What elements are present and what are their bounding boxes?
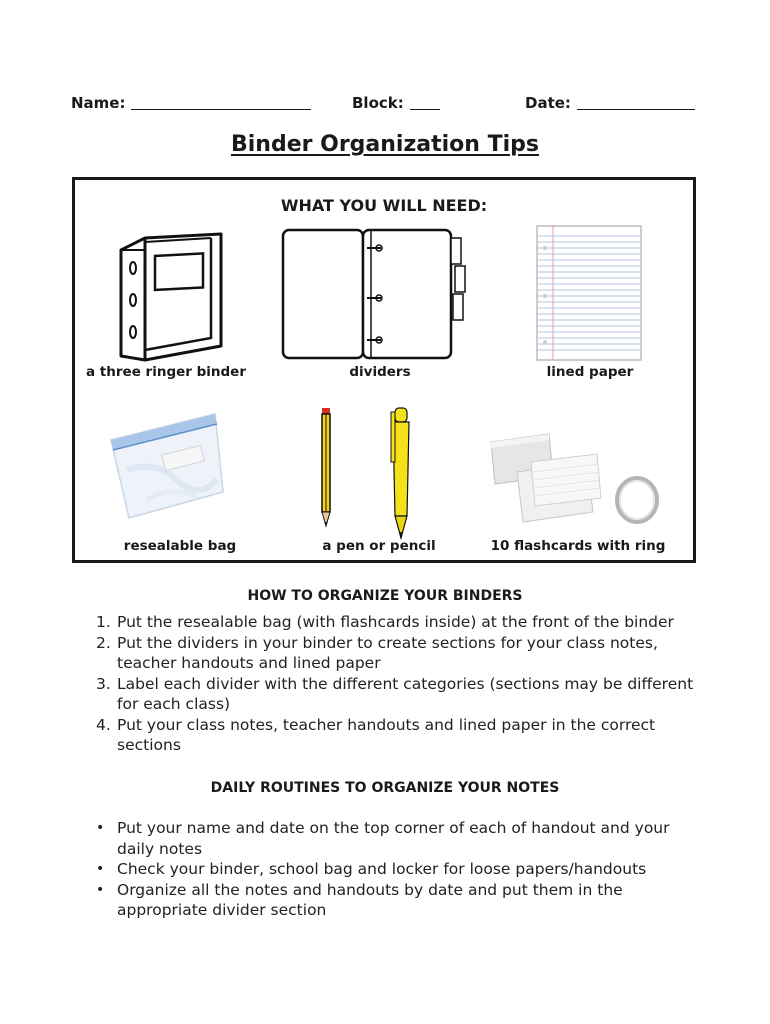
lined-paper-icon	[535, 224, 645, 362]
step-number: 4.	[96, 715, 111, 734]
daily-text: Check your binder, school bag and locker for loose papers/handouts	[117, 860, 647, 878]
binder-icon	[115, 228, 225, 366]
step-text: Put the resealable bag (with flashcards inside) at the front of the binder	[117, 613, 674, 631]
date-blank[interactable]	[577, 95, 695, 110]
step-number: 1.	[96, 613, 111, 631]
step-text: Put your class notes, teacher handouts and lined paper in the correct sections	[117, 715, 656, 754]
supplies-box	[72, 177, 696, 563]
supply-label-dividers: dividers	[349, 364, 411, 380]
supplies-heading: WHAT YOU WILL NEED:	[280, 196, 488, 215]
howto-heading: HOW TO ORGANIZE YOUR BINDERS	[247, 588, 523, 604]
list-item	[86, 633, 696, 674]
date-label: Date:	[525, 94, 571, 112]
howto-list	[86, 612, 696, 756]
bullet-icon: •	[96, 881, 105, 898]
flashcards-ring-icon	[487, 432, 667, 532]
page-title: Binder Organization Tips	[230, 132, 540, 157]
dividers-icon	[281, 228, 471, 362]
step-text: Label each divider with the different categories (sections may be different for each class)	[117, 674, 694, 713]
list-item	[86, 818, 696, 859]
date-field[interactable]	[525, 94, 695, 112]
bullet-icon: •	[96, 820, 105, 836]
step-number: 2.	[96, 633, 111, 652]
list-item	[86, 612, 696, 633]
supply-label-flashcards: 10 flashcards with ring	[490, 538, 666, 554]
list-item	[86, 715, 696, 756]
step-number: 3.	[96, 674, 111, 693]
name-field[interactable]	[71, 94, 311, 112]
block-blank[interactable]	[410, 95, 440, 110]
daily-list	[86, 818, 696, 921]
daily-text: Put your name and date on the top corner of each of handout and your daily notes	[117, 819, 670, 858]
resealable-bag-icon	[107, 410, 227, 522]
list-item	[86, 674, 696, 715]
name-blank[interactable]	[131, 95, 311, 110]
supply-label-bag: resealable bag	[123, 538, 237, 554]
block-label: Block:	[352, 94, 404, 112]
daily-text: Organize all the notes and handouts by date and put them in the appropriate divider section	[117, 880, 623, 919]
pen-pencil-icon	[315, 406, 415, 540]
supply-label-pen-pencil: a pen or pencil	[322, 538, 436, 554]
header-row	[0, 94, 770, 114]
supply-label-binder: a three ringer binder	[86, 364, 246, 380]
bullet-icon: •	[96, 861, 105, 877]
list-item	[86, 859, 696, 880]
name-label: Name:	[71, 94, 126, 112]
daily-heading: DAILY ROUTINES TO ORGANIZE YOUR NOTES	[210, 780, 560, 796]
supply-label-lined-paper: lined paper	[546, 364, 634, 380]
step-text: Put the dividers in your binder to create sections for your class notes, teacher handouts and lined paper	[117, 633, 658, 672]
block-field[interactable]	[352, 94, 440, 112]
list-item	[86, 880, 696, 921]
